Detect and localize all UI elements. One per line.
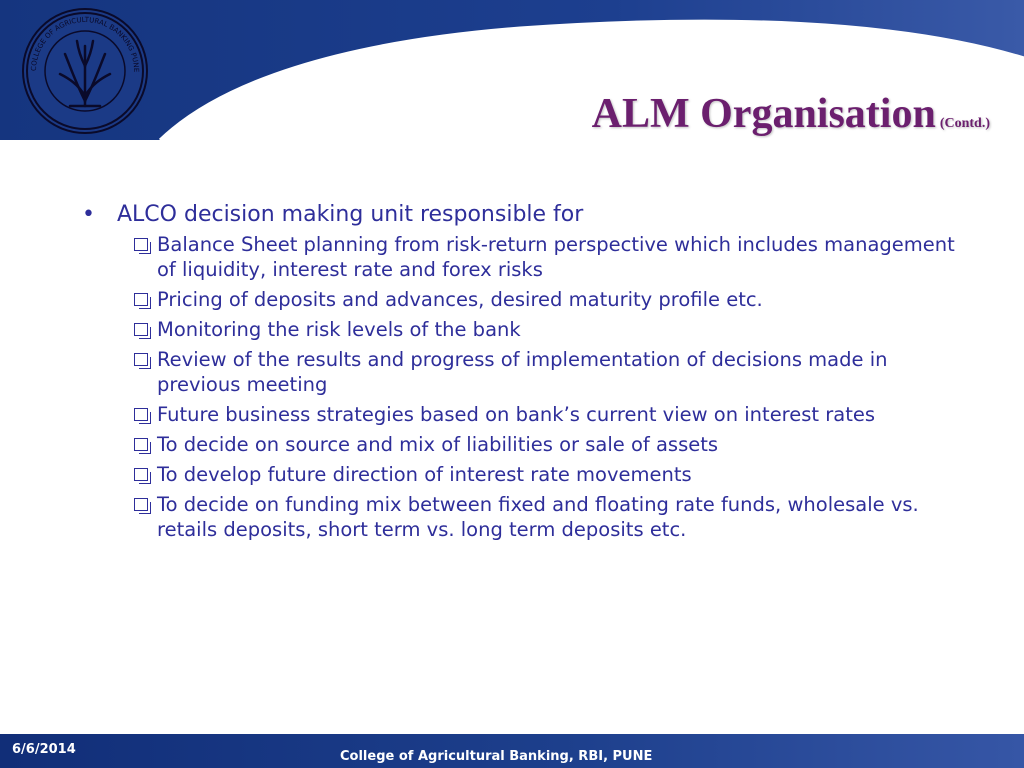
college-logo bbox=[20, 6, 150, 136]
checkbox-bullet-icon bbox=[134, 353, 148, 366]
sub-bullet-text: To decide on source and mix of liabilities or sale of assets bbox=[157, 433, 719, 456]
sub-bullet-text: Balance Sheet planning from risk-return perspective which includes management of liquidity, interest rate and forex risks bbox=[157, 233, 955, 281]
title-suffix: (Contd.) bbox=[939, 116, 990, 131]
sub-bullet-text: Monitoring the risk levels of the bank bbox=[157, 318, 521, 341]
sub-bullet-text: To decide on funding mix between fixed and floating rate funds, wholesale vs. retails deposits, short term vs. long term deposits etc. bbox=[157, 493, 919, 541]
sub-bullet-text: Pricing of deposits and advances, desired maturity profile etc. bbox=[157, 288, 763, 311]
sub-bullet-item bbox=[132, 287, 962, 312]
checkbox-bullet-icon bbox=[134, 238, 148, 251]
sub-bullet-item bbox=[132, 432, 962, 457]
footer-bar bbox=[0, 734, 1024, 768]
title-main: ALM Organisation bbox=[591, 91, 936, 137]
checkbox-bullet-icon bbox=[134, 498, 148, 511]
sub-bullet-item bbox=[132, 232, 962, 282]
slide-body bbox=[82, 200, 962, 547]
checkbox-bullet-icon bbox=[134, 293, 148, 306]
slide-title bbox=[592, 88, 990, 150]
checkbox-bullet-icon bbox=[134, 438, 148, 451]
sub-bullet-list bbox=[132, 232, 962, 542]
main-bullet bbox=[82, 200, 962, 230]
checkbox-bullet-icon bbox=[134, 323, 148, 336]
sub-bullet-text: To develop future direction of interest rate movements bbox=[157, 463, 692, 486]
sub-bullet-text: Future business strategies based on bank’s current view on interest rates bbox=[157, 403, 876, 426]
checkbox-bullet-icon bbox=[134, 408, 148, 421]
bullet-dot-icon: • bbox=[82, 202, 95, 227]
sub-bullet-item bbox=[132, 462, 962, 487]
sub-bullet-item bbox=[132, 347, 962, 397]
logo-ring-text: COLLEGE OF AGRICULTURAL BANKING PUNE bbox=[29, 15, 141, 73]
sub-bullet-item bbox=[132, 317, 962, 342]
footer-date: 6/6/2014 bbox=[12, 742, 76, 757]
checkbox-bullet-icon bbox=[134, 468, 148, 481]
sub-bullet-item bbox=[132, 402, 962, 427]
sub-bullet-text: Review of the results and progress of implementation of decisions made in previous meeting bbox=[157, 348, 888, 396]
sub-bullet-item bbox=[132, 492, 962, 542]
footer-organization: College of Agricultural Banking, RBI, PUNE bbox=[340, 749, 653, 764]
main-bullet-text: ALCO decision making unit responsible for bbox=[117, 202, 584, 227]
